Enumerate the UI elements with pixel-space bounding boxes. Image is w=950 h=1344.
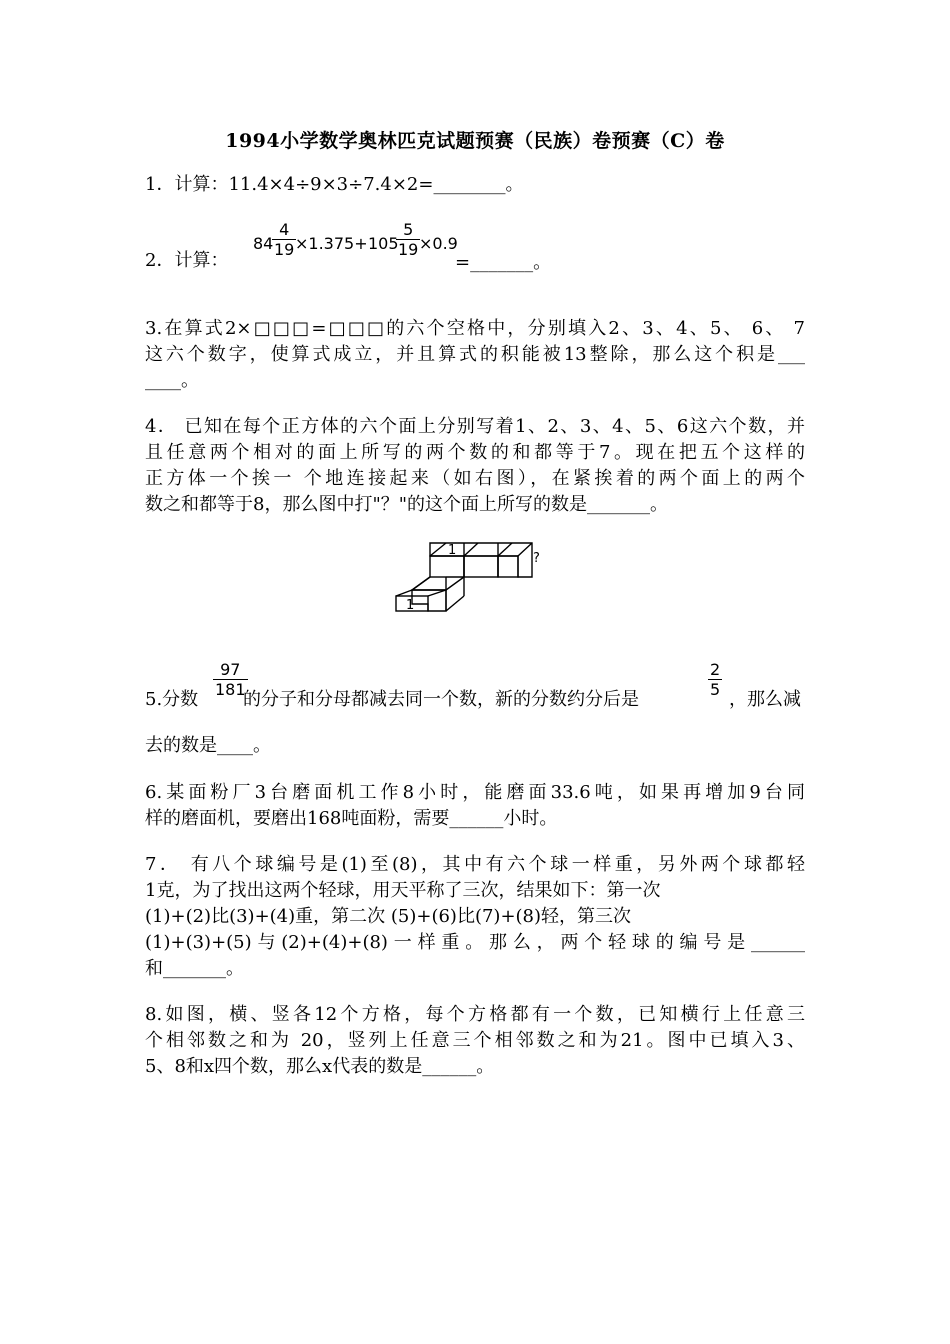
question-7-line-5: 和_______。 [145, 958, 244, 979]
cube-figure [386, 536, 556, 616]
question-5-line-2: 去的数是____。 [145, 735, 271, 756]
question-3-line-1: 3.在算式2×□□□=□□□的六个空格中，分别填入2、3、4、5、 6、 7 [145, 318, 805, 339]
q2-whole-1: 84 [253, 234, 274, 253]
q2-fraction-2 [396, 220, 420, 259]
question-4-line-4: 数之和都等于8，那么图中打"？"的这个面上所写的数是_______。 [145, 494, 669, 515]
q2-denominator-2: 19 [398, 240, 419, 259]
q2-numerator-2: 5 [403, 220, 414, 239]
figure-label-top: 1 [448, 543, 457, 558]
figure-label-front: 1 [406, 598, 415, 613]
q5-denominator-2: 5 [710, 680, 721, 699]
question-4-line-2: 且任意两个相对的面上所写的两个数的和都等于7。现在把五个这样的 [145, 442, 805, 463]
page-title: 1994小学数学奥林匹克试题预赛（民族）卷预赛（C）卷 [225, 130, 725, 152]
question-5-suffix: ，那么减 [729, 689, 801, 710]
question-3-line-2: 这六个数字，使算式成立，并且算式的积能被13整除，那么这个积是___ [145, 344, 805, 365]
question-7-line-1: 7． 有八个球编号是(1)至(8)，其中有六个球一样重，另外两个球都轻 [145, 854, 805, 875]
figure-question-mark: ? [533, 551, 540, 566]
q5-numerator-1: 97 [220, 660, 241, 679]
question-2-prefix: 2．计算： [145, 250, 229, 271]
q5-numerator-2: 2 [710, 660, 721, 679]
question-8-line-3: 5、8和x四个数，那么x代表的数是______。 [145, 1056, 495, 1077]
question-5-middle: 的分子和分母都减去同一个数，新的分数约分后是 [243, 689, 639, 710]
question-6-line-2: 样的磨面机，要磨出168吨面粉，需要______小时。 [145, 808, 558, 829]
question-7-line-4: (1)+(3)+(5)与(2)+(4)+(8)一样重。那么，两个轻球的编号是______ [145, 932, 805, 953]
question-5-prefix: 5.分数 [145, 689, 199, 710]
question-8-line-2: 个相邻数之和为 20，竖列上任意三个相邻数之和为21。图中已填入3、 [145, 1030, 805, 1051]
q2-fraction-1 [272, 220, 296, 259]
q2-middle-1: ×1.375+ [295, 234, 368, 253]
question-4-line-1: 4． 已知在每个正方体的六个面上分别写着1、2、3、4、5、6这六个数，并 [145, 416, 805, 437]
q5-denominator-1: 181 [215, 680, 246, 699]
question-4-line-3: 正方体一个挨一 个地连接起来（如右图），在紧挨着的两个面上的两个 [145, 468, 805, 489]
q5-fraction-2 [708, 660, 722, 699]
question-1: 1．计算：11.4×4÷9×3÷7.4×2=________。 [145, 174, 524, 195]
q2-middle-2: ×0.9 [419, 234, 458, 253]
q2-answer-blank: =_______。 [455, 252, 552, 273]
question-7-line-3: (1)+(2)比(3)+(4)重，第二次 (5)+(6)比(7)+(8)轻，第三次 [145, 906, 632, 927]
q2-denominator-1: 19 [274, 240, 295, 259]
q2-numerator-1: 4 [279, 220, 290, 239]
question-7-line-2: 1克，为了找出这两个轻球，用天平称了三次，结果如下：第一次 [145, 880, 661, 901]
question-3-line-3: ____。 [145, 370, 199, 391]
question-6-line-1: 6.某面粉厂3台磨面机工作8小时，能磨面33.6吨，如果再增加9台同 [145, 782, 805, 803]
question-8-line-1: 8.如图，横、竖各12个方格，每个方格都有一个数，已知横行上任意三 [145, 1004, 805, 1025]
q2-whole-2: 105 [368, 234, 399, 253]
